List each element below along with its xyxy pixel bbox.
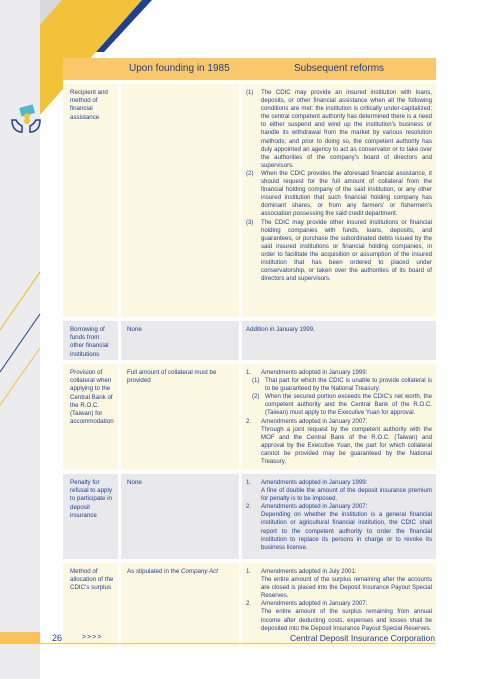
reform-item: 2. Amendments adopted in January 2007: bbox=[246, 503, 368, 511]
row-reforms bbox=[242, 364, 436, 470]
row-founding: Full amount of collateral must be provided bbox=[121, 364, 242, 470]
reforms-table bbox=[63, 58, 436, 647]
reform-item: 1. Amendments adopted in January 1999: bbox=[246, 369, 368, 376]
header-blank bbox=[63, 58, 121, 80]
reform-item: (1) The CDIC may provide an insured institution with loans, deposits, or other financial assistance when all the following conditions are met: the institution is critically under-capitalized; the central competent authority has determined there is a need to either suspend and wind up the institution's business or handle its withdrawal from the market by various resolution methods; and prior to doing so, the competent authority has duly appointed an agency to act as conservator or to take over the authorities of the company's board of directors and supervisors. bbox=[246, 89, 432, 169]
row-reforms bbox=[242, 474, 436, 559]
reform-subitem: (2) When the secured portion exceeds the CDIC's net worth, the competent authority and the Central Bank of the R.O.C. (Taiwan) must apply to the Executive Yuan for approval. bbox=[252, 393, 432, 417]
row-founding: As stipulated in the Company Act bbox=[121, 563, 242, 647]
row-founding bbox=[121, 84, 242, 317]
row-founding: None bbox=[121, 474, 242, 559]
row-founding: None bbox=[121, 321, 242, 360]
company-act-italic: Company Act bbox=[181, 568, 218, 575]
reform-body: The entire amount of the surplus remaining from annual income after deducting costs, expenses and losses shall be deposited into the Deposit Insurance Payout Special Reserves. bbox=[261, 608, 432, 632]
reform-item: 2. Amendments adopted in January 2007: bbox=[246, 600, 368, 608]
header-founding: Upon founding in 1985 bbox=[129, 63, 230, 74]
row-label: Borrowing of funds from other financial institutions bbox=[63, 321, 121, 360]
row-label: Penalty for refusal to apply to participate in deposit insurance bbox=[63, 474, 121, 559]
table-header bbox=[63, 58, 436, 80]
reform-item: (3) The CDIC may provide other insured institutions or financial holding companies with funds, loans, deposits, and guarantees, or purchase the subordinated debts issued by the said insured institutions or financial holding companies, in order to facilitate the acquisition or assumption of the insured institution that has been ordered to placed under conservatorship, or taken over the authorities of its board of directors and supervisors. bbox=[246, 218, 432, 283]
row-label: Recipient and method of financial assistance bbox=[63, 84, 121, 317]
reform-subitem: (1) That part for which the CDIC is unable to provide collateral is to be guaranteed by the National Treasury. bbox=[252, 377, 432, 393]
row-label: Method of allocation of the CDIC's surplus bbox=[63, 563, 121, 647]
header-reforms: Subsequent reforms bbox=[293, 63, 385, 74]
row-reforms: Addition in January 1999. bbox=[242, 321, 436, 360]
row-reforms bbox=[242, 84, 436, 317]
table-row bbox=[63, 360, 436, 470]
table-row bbox=[63, 317, 436, 360]
reform-item: (2) When the CDIC provides the aforesaid financial assistance, it should request for the full amount of collateral from the financial holding company of the said institution, or any other insured institution that such financial holding company has dominant shares, or from any farmers' or fishermen's association possessing the said credit department. bbox=[246, 169, 432, 218]
reform-item: 1. Amendments adopted in January 1999: bbox=[246, 479, 368, 486]
reform-body: The entire amount of the surplus remaining after the accounts are closed is placed into the Deposit Insurance Payout Special Reserves. bbox=[261, 576, 432, 600]
footer-rule bbox=[40, 643, 435, 644]
table-row bbox=[63, 470, 436, 559]
reform-body: Through a joint request by the competent authority with the MOF and the Central Bank of the R.O.C. (Taiwan) and approval by the Executive Yuan, the part for which collateral cannot be provided may be guaranteed by the National Treasury. bbox=[261, 425, 432, 466]
hands-money-icon bbox=[8, 100, 44, 136]
table-row bbox=[63, 80, 436, 317]
reform-body: A fine of double the amount of the deposit insurance premium for penalty is to be imposed. bbox=[261, 487, 432, 503]
reform-item: 1. Amendments adopted in July 2001: bbox=[246, 568, 357, 575]
page-number: 26 bbox=[52, 633, 63, 643]
footer-corporation: Central Deposit Insurance Corporation bbox=[289, 633, 435, 643]
reform-body: Depending on whether the institution is a general financial institution or agricultural financial institution, the CDIC shall report to the competent authority to order the financial institution to replace its persons in charge or to revoke its business license. bbox=[261, 511, 432, 551]
row-label: Provision of collateral when applying to the Central Bank of the R.O.C. (Taiwan) for accommodation bbox=[63, 364, 121, 470]
footer-accent-bar bbox=[0, 632, 40, 644]
footer-arrows: >>>> bbox=[82, 634, 103, 641]
reform-item: 2. Amendments adopted in January 2007: bbox=[246, 417, 368, 425]
